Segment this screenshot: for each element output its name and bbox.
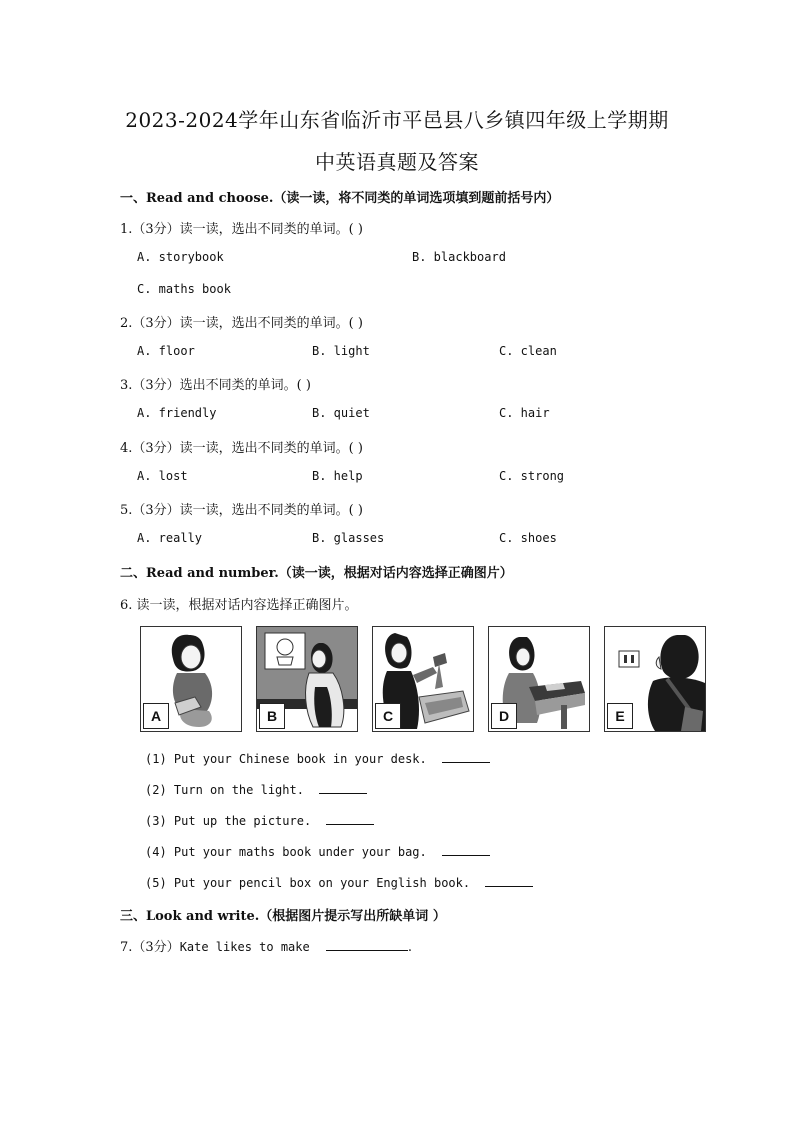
question-4-option-b: B. help bbox=[312, 469, 363, 483]
picture-a-label: A bbox=[143, 703, 169, 729]
picture-c-label: C bbox=[375, 703, 401, 729]
question-6-item-5-text: (5) Put your pencil box on your English book. bbox=[145, 876, 471, 890]
answer-blank-6-5[interactable] bbox=[485, 874, 533, 887]
question-3-option-b: B. quiet bbox=[312, 406, 370, 420]
question-3-stem: 3.（3分）选出不同类的单词。( ) bbox=[120, 378, 311, 393]
question-6-item-1-text: (1) Put your Chinese book in your desk. bbox=[145, 752, 427, 766]
section-1-heading: 一、Read and choose.（读一读，将不同类的单词选项填到题前括号内） bbox=[120, 191, 560, 206]
question-7-period: . bbox=[407, 940, 413, 955]
answer-blank-7[interactable] bbox=[326, 938, 408, 951]
question-4-stem: 4.（3分）读一读，选出不同类的单词。( ) bbox=[120, 441, 363, 456]
answer-blank-6-3[interactable] bbox=[326, 812, 374, 825]
question-4-option-c: C. strong bbox=[499, 469, 565, 483]
question-6-item-4-text: (4) Put your maths book under your bag. bbox=[145, 845, 427, 859]
question-4-option-a: A. lost bbox=[137, 469, 188, 483]
section-3-heading: 三、Look and write.（根据图片提示写出所缺单词 ） bbox=[120, 909, 446, 924]
section-2-heading: 二、Read and number.（读一读，根据对话内容选择正确图片） bbox=[120, 566, 513, 581]
question-2-option-b: B. light bbox=[312, 344, 370, 358]
question-1-option-b: B. blackboard bbox=[412, 250, 506, 264]
picture-b bbox=[256, 626, 358, 732]
picture-e-label: E bbox=[607, 703, 633, 729]
question-5-option-c: C. shoes bbox=[499, 531, 557, 545]
question-1-stem: 1.（3分）读一读，选出不同类的单词。( ) bbox=[120, 222, 363, 237]
question-3-option-a: A. friendly bbox=[137, 406, 217, 420]
question-6-item-2-text: (2) Turn on the light. bbox=[145, 783, 304, 797]
picture-d bbox=[488, 626, 590, 732]
page-title-line1: 2023-2024学年山东省临沂市平邑县八乡镇四年级上学期期 bbox=[125, 108, 669, 132]
question-2-stem: 2.（3分）读一读，选出不同类的单词。( ) bbox=[120, 316, 363, 331]
question-3-option-c: C. hair bbox=[499, 406, 550, 420]
answer-blank-6-4[interactable] bbox=[442, 843, 490, 856]
question-7 bbox=[120, 936, 412, 955]
question-6-item-4 bbox=[145, 843, 490, 859]
question-6-item-3 bbox=[145, 812, 374, 828]
question-6-item-5 bbox=[145, 874, 533, 890]
picture-a bbox=[140, 626, 242, 732]
question-6-item-3-text: (3) Put up the picture. bbox=[145, 814, 312, 828]
page-title-line2: 中英语真题及答案 bbox=[315, 150, 479, 174]
answer-blank-6-1[interactable] bbox=[442, 750, 490, 763]
question-6-stem: 6. 读一读，根据对话内容选择正确图片。 bbox=[120, 598, 358, 613]
question-7-text: Kate likes to make bbox=[179, 940, 310, 954]
picture-c bbox=[372, 626, 474, 732]
question-5-option-a: A. really bbox=[137, 531, 203, 545]
question-5-stem: 5.（3分）读一读，选出不同类的单词。( ) bbox=[120, 503, 363, 518]
answer-blank-6-2[interactable] bbox=[319, 781, 367, 794]
question-6-item-2 bbox=[145, 781, 367, 797]
question-1-option-a: A. storybook bbox=[137, 250, 224, 264]
question-1-option-c: C. maths book bbox=[137, 282, 231, 296]
question-2-option-c: C. clean bbox=[499, 344, 557, 358]
picture-d-label: D bbox=[491, 703, 517, 729]
question-7-number: 7.（3分） bbox=[120, 940, 180, 955]
question-5-option-b: B. glasses bbox=[312, 531, 385, 545]
question-2-option-a: A. floor bbox=[137, 344, 195, 358]
question-6-item-1 bbox=[145, 750, 490, 766]
picture-e bbox=[604, 626, 706, 732]
picture-b-label: B bbox=[259, 703, 285, 729]
